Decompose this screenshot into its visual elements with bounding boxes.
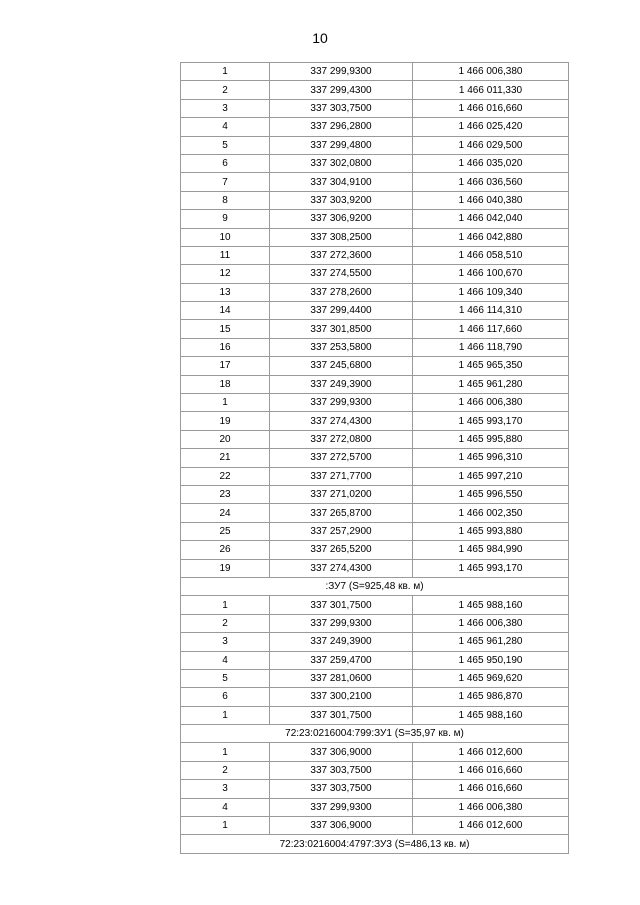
table-row [181, 210, 569, 228]
y-coordinate-cell: 1 466 012,600 [413, 743, 569, 761]
x-coordinate-cell: 337 299,4800 [270, 136, 413, 154]
point-number-cell: 1 [181, 394, 270, 412]
x-coordinate-cell: 337 299,4300 [270, 81, 413, 99]
point-number-cell: 2 [181, 614, 270, 632]
point-number-cell: 19 [181, 559, 270, 577]
x-coordinate-cell: 337 303,7500 [270, 99, 413, 117]
point-number-cell: 3 [181, 99, 270, 117]
point-number-cell: 6 [181, 154, 270, 172]
point-number-cell: 21 [181, 449, 270, 467]
section-header-row [181, 725, 569, 743]
y-coordinate-cell: 1 466 029,500 [413, 136, 569, 154]
table-row [181, 412, 569, 430]
table-row [181, 449, 569, 467]
point-number-cell: 8 [181, 191, 270, 209]
table-row [181, 338, 569, 356]
y-coordinate-cell: 1 465 995,880 [413, 430, 569, 448]
x-coordinate-cell: 337 265,5200 [270, 541, 413, 559]
table-row [181, 173, 569, 191]
table-row [181, 743, 569, 761]
x-coordinate-cell: 337 265,8700 [270, 504, 413, 522]
x-coordinate-cell: 337 272,0800 [270, 430, 413, 448]
y-coordinate-cell: 1 465 984,990 [413, 541, 569, 559]
y-coordinate-cell: 1 466 058,510 [413, 246, 569, 264]
point-number-cell: 4 [181, 651, 270, 669]
table-row [181, 302, 569, 320]
x-coordinate-cell: 337 274,4300 [270, 412, 413, 430]
point-number-cell: 5 [181, 136, 270, 154]
table-row [181, 522, 569, 540]
point-number-cell: 4 [181, 118, 270, 136]
x-coordinate-cell: 337 245,6800 [270, 357, 413, 375]
table-row [181, 504, 569, 522]
x-coordinate-cell: 337 302,0800 [270, 154, 413, 172]
table-row [181, 596, 569, 614]
table-row [181, 651, 569, 669]
x-coordinate-cell: 337 306,9000 [270, 743, 413, 761]
section-header: 72:23:0216004:799:ЗУ1 (S=35,97 кв. м) [181, 725, 569, 743]
point-number-cell: 11 [181, 246, 270, 264]
table-row [181, 283, 569, 301]
point-number-cell: 1 [181, 743, 270, 761]
x-coordinate-cell: 337 259,4700 [270, 651, 413, 669]
y-coordinate-cell: 1 466 036,560 [413, 173, 569, 191]
x-coordinate-cell: 337 296,2800 [270, 118, 413, 136]
y-coordinate-cell: 1 466 042,880 [413, 228, 569, 246]
point-number-cell: 18 [181, 375, 270, 393]
point-number-cell: 19 [181, 412, 270, 430]
table-row [181, 633, 569, 651]
y-coordinate-cell: 1 465 993,170 [413, 412, 569, 430]
coordinates-table-body [181, 63, 569, 854]
y-coordinate-cell: 1 465 969,620 [413, 669, 569, 687]
point-number-cell: 22 [181, 467, 270, 485]
x-coordinate-cell: 337 299,9300 [270, 63, 413, 81]
table-row [181, 375, 569, 393]
x-coordinate-cell: 337 303,7500 [270, 761, 413, 779]
table-row [181, 761, 569, 779]
y-coordinate-cell: 1 466 016,660 [413, 99, 569, 117]
x-coordinate-cell: 337 306,9000 [270, 817, 413, 835]
y-coordinate-cell: 1 466 109,340 [413, 283, 569, 301]
x-coordinate-cell: 337 249,3900 [270, 633, 413, 651]
point-number-cell: 10 [181, 228, 270, 246]
y-coordinate-cell: 1 466 016,660 [413, 761, 569, 779]
y-coordinate-cell: 1 465 961,280 [413, 375, 569, 393]
y-coordinate-cell: 1 466 040,380 [413, 191, 569, 209]
table-row [181, 228, 569, 246]
x-coordinate-cell: 337 272,5700 [270, 449, 413, 467]
table-row [181, 430, 569, 448]
point-number-cell: 23 [181, 485, 270, 503]
point-number-cell: 1 [181, 596, 270, 614]
point-number-cell: 24 [181, 504, 270, 522]
x-coordinate-cell: 337 257,2900 [270, 522, 413, 540]
x-coordinate-cell: 337 249,3900 [270, 375, 413, 393]
x-coordinate-cell: 337 272,3600 [270, 246, 413, 264]
x-coordinate-cell: 337 303,7500 [270, 780, 413, 798]
y-coordinate-cell: 1 466 117,660 [413, 320, 569, 338]
table-row [181, 706, 569, 724]
point-number-cell: 3 [181, 633, 270, 651]
y-coordinate-cell: 1 466 006,380 [413, 394, 569, 412]
point-number-cell: 1 [181, 706, 270, 724]
y-coordinate-cell: 1 465 950,190 [413, 651, 569, 669]
x-coordinate-cell: 337 299,9300 [270, 614, 413, 632]
x-coordinate-cell: 337 299,9300 [270, 394, 413, 412]
y-coordinate-cell: 1 465 988,160 [413, 706, 569, 724]
table-row [181, 265, 569, 283]
y-coordinate-cell: 1 465 997,210 [413, 467, 569, 485]
x-coordinate-cell: 337 301,7500 [270, 706, 413, 724]
point-number-cell: 1 [181, 817, 270, 835]
x-coordinate-cell: 337 271,0200 [270, 485, 413, 503]
y-coordinate-cell: 1 465 986,870 [413, 688, 569, 706]
point-number-cell: 17 [181, 357, 270, 375]
point-number-cell: 7 [181, 173, 270, 191]
table-row [181, 394, 569, 412]
x-coordinate-cell: 337 299,4400 [270, 302, 413, 320]
table-row [181, 688, 569, 706]
table-row [181, 81, 569, 99]
x-coordinate-cell: 337 281,0600 [270, 669, 413, 687]
x-coordinate-cell: 337 253,5800 [270, 338, 413, 356]
table-row [181, 798, 569, 816]
table-row [181, 63, 569, 81]
y-coordinate-cell: 1 465 965,350 [413, 357, 569, 375]
point-number-cell: 15 [181, 320, 270, 338]
table-row [181, 320, 569, 338]
table-row [181, 614, 569, 632]
x-coordinate-cell: 337 278,2600 [270, 283, 413, 301]
y-coordinate-cell: 1 465 996,550 [413, 485, 569, 503]
y-coordinate-cell: 1 466 118,790 [413, 338, 569, 356]
y-coordinate-cell: 1 466 042,040 [413, 210, 569, 228]
x-coordinate-cell: 337 299,9300 [270, 798, 413, 816]
table-row [181, 485, 569, 503]
x-coordinate-cell: 337 306,9200 [270, 210, 413, 228]
y-coordinate-cell: 1 466 025,420 [413, 118, 569, 136]
y-coordinate-cell: 1 466 002,350 [413, 504, 569, 522]
point-number-cell: 9 [181, 210, 270, 228]
table-row [181, 136, 569, 154]
point-number-cell: 25 [181, 522, 270, 540]
table-row [181, 780, 569, 798]
x-coordinate-cell: 337 304,9100 [270, 173, 413, 191]
x-coordinate-cell: 337 308,2500 [270, 228, 413, 246]
page-number: 10 [312, 30, 328, 46]
table-row [181, 669, 569, 687]
point-number-cell: 5 [181, 669, 270, 687]
y-coordinate-cell: 1 466 035,020 [413, 154, 569, 172]
table-row [181, 541, 569, 559]
point-number-cell: 2 [181, 761, 270, 779]
y-coordinate-cell: 1 465 961,280 [413, 633, 569, 651]
point-number-cell: 1 [181, 63, 270, 81]
table-row [181, 467, 569, 485]
y-coordinate-cell: 1 465 993,880 [413, 522, 569, 540]
section-header-row [181, 577, 569, 595]
coordinates-table [180, 62, 569, 854]
y-coordinate-cell: 1 465 988,160 [413, 596, 569, 614]
x-coordinate-cell: 337 301,8500 [270, 320, 413, 338]
point-number-cell: 2 [181, 81, 270, 99]
y-coordinate-cell: 1 466 006,380 [413, 614, 569, 632]
table-row [181, 559, 569, 577]
y-coordinate-cell: 1 466 100,670 [413, 265, 569, 283]
section-header-row [181, 835, 569, 853]
y-coordinate-cell: 1 466 006,380 [413, 63, 569, 81]
y-coordinate-cell: 1 465 996,310 [413, 449, 569, 467]
x-coordinate-cell: 337 274,5500 [270, 265, 413, 283]
y-coordinate-cell: 1 466 006,380 [413, 798, 569, 816]
table-row [181, 817, 569, 835]
point-number-cell: 3 [181, 780, 270, 798]
x-coordinate-cell: 337 271,7700 [270, 467, 413, 485]
x-coordinate-cell: 337 274,4300 [270, 559, 413, 577]
y-coordinate-cell: 1 465 993,170 [413, 559, 569, 577]
section-header: 72:23:0216004:4797:ЗУ3 (S=486,13 кв. м) [181, 835, 569, 853]
point-number-cell: 12 [181, 265, 270, 283]
x-coordinate-cell: 337 301,7500 [270, 596, 413, 614]
x-coordinate-cell: 337 300,2100 [270, 688, 413, 706]
point-number-cell: 13 [181, 283, 270, 301]
point-number-cell: 4 [181, 798, 270, 816]
y-coordinate-cell: 1 466 016,660 [413, 780, 569, 798]
x-coordinate-cell: 337 303,9200 [270, 191, 413, 209]
table-row [181, 191, 569, 209]
table-row [181, 154, 569, 172]
table-row [181, 118, 569, 136]
point-number-cell: 20 [181, 430, 270, 448]
section-header: :ЗУ7 (S=925,48 кв. м) [181, 577, 569, 595]
y-coordinate-cell: 1 466 114,310 [413, 302, 569, 320]
table-row [181, 246, 569, 264]
point-number-cell: 6 [181, 688, 270, 706]
table-row [181, 99, 569, 117]
y-coordinate-cell: 1 466 012,600 [413, 817, 569, 835]
table-row [181, 357, 569, 375]
point-number-cell: 26 [181, 541, 270, 559]
point-number-cell: 16 [181, 338, 270, 356]
point-number-cell: 14 [181, 302, 270, 320]
y-coordinate-cell: 1 466 011,330 [413, 81, 569, 99]
